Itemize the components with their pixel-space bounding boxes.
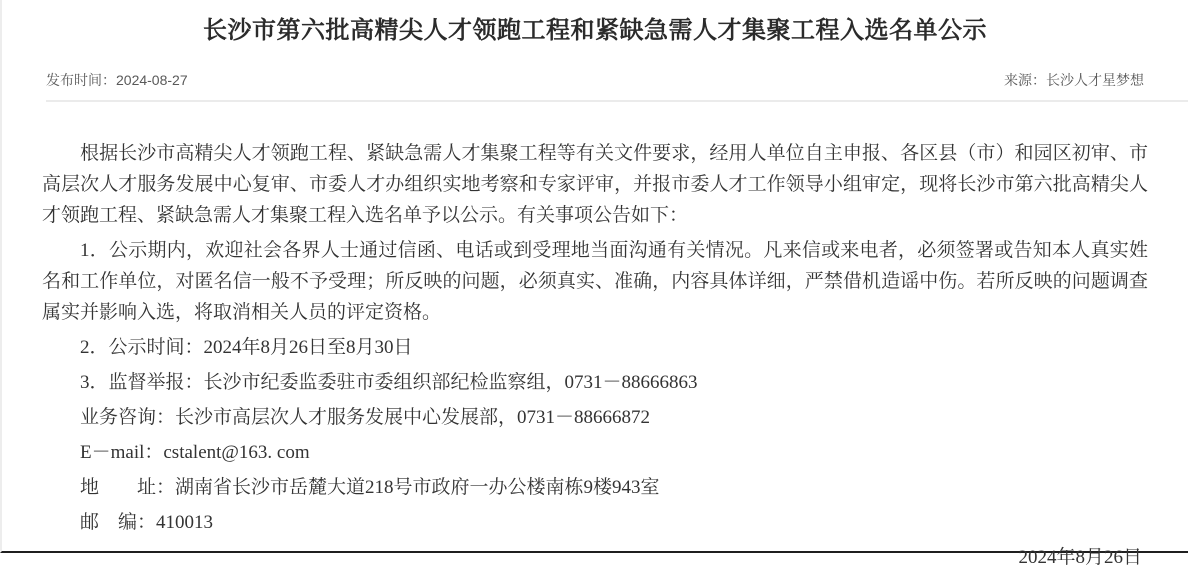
source-label: 来源：长沙人才星梦想 xyxy=(1004,72,1144,88)
body-paragraph-address: 地 址：湖南省长沙市岳麓大道218号市政府一办公楼南栋9楼943室 xyxy=(80,477,660,498)
body-paragraph-intro: 根据长沙市高精尖人才领跑工程、紧缺急需人才集聚工程等有关文件要求，经用人单位自主申报、各区县（市）和园区初审、市高层次人才服务发展中心复审、市委人才办组织实地考察和专家评审，并报市委人才工作领导小组审定，现将长沙市第六批高精尖人才领跑工程、紧缺急需人才集聚工程入选名单予以公示。有关事项公告如下： xyxy=(42,143,1148,226)
article-body xyxy=(2,102,1188,538)
body-paragraph-item1: 1．公示期内，欢迎社会各界人士通过信函、电话或到受理地当面沟通有关情况。凡来信或来电者，必须签署或告知本人真实姓名和工作单位，对匿名信一般不予受理；所反映的问题，必须真实、准确，内容具体详细，严禁借机造谣中伤。若所反映的问题调查属实并影响入选，将取消相关人员的评定资格。 xyxy=(42,240,1148,323)
body-paragraph-item3: 3．监督举报：长沙市纪委监委驻市委组织部纪检监察组，0731－88666863 xyxy=(80,372,698,393)
meta-bar xyxy=(2,46,1188,100)
body-paragraph-item2: 2．公示时间：2024年8月26日至8月30日 xyxy=(80,337,413,358)
sign-date: 2024年8月26日 xyxy=(1018,547,1142,568)
body-paragraph-business-contact: 业务咨询：长沙市高层次人才服务发展中心发展部，0731－88666872 xyxy=(80,407,651,428)
page-title: 长沙市第六批高精尖人才领跑工程和紧缺急需人才集聚工程入选名单公示 xyxy=(203,17,987,44)
body-paragraph-email: E－mail：cstalent@163. com xyxy=(80,442,310,463)
publish-time: 发布时间：2024-08-27 xyxy=(46,72,188,88)
body-paragraph-postcode: 邮 编：410013 xyxy=(80,512,214,533)
